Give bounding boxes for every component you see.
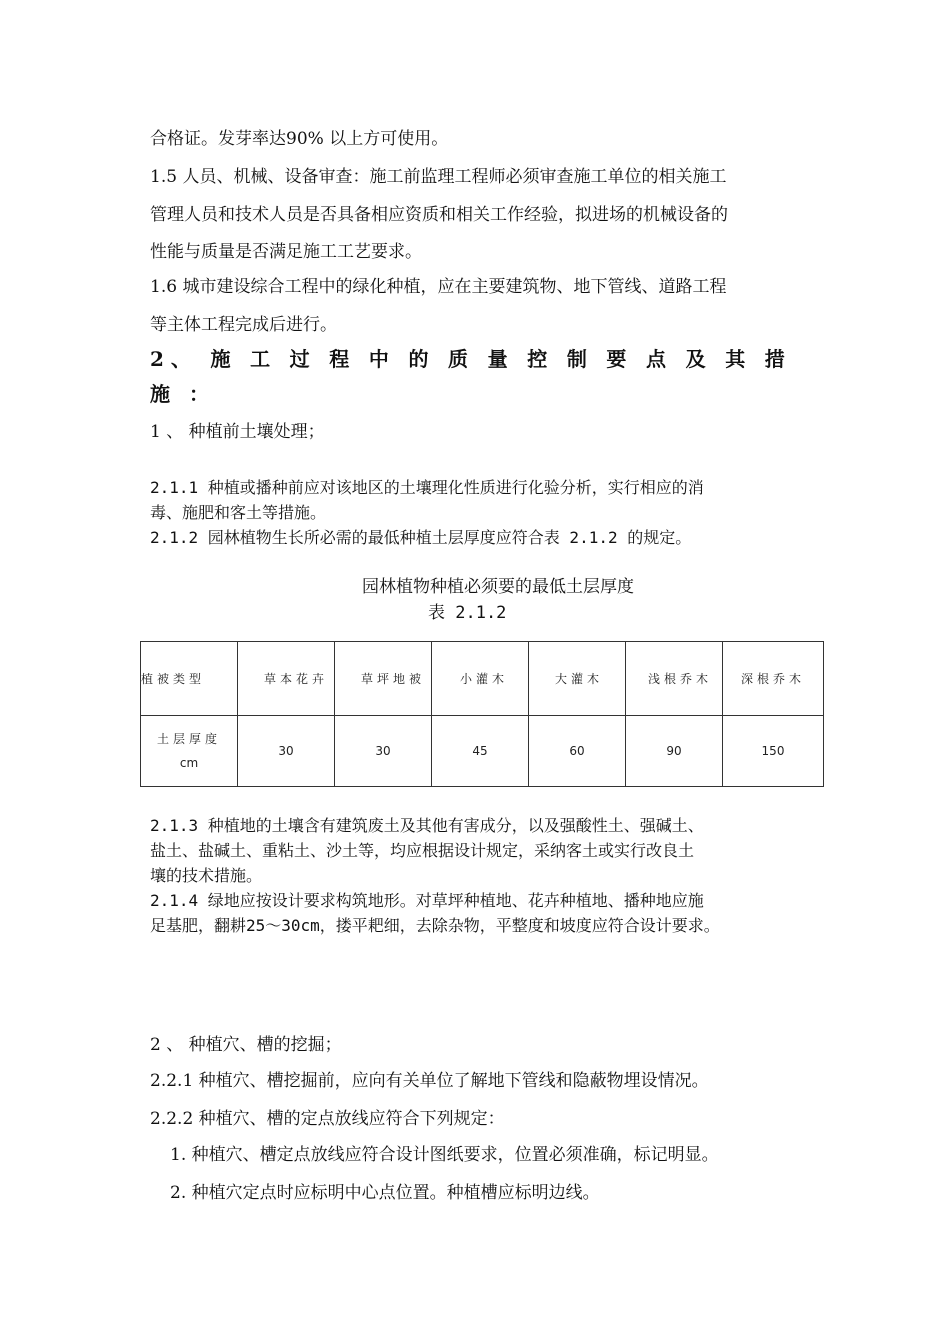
clause-line: 足基肥，翻耕25～30cm，搂平耙细，去除杂物，平整度和坡度应符合设计要求。 (150, 916, 720, 935)
table-cell: 60 (529, 716, 626, 787)
table-cell: 30 (335, 716, 432, 787)
heading-char: 其 (725, 347, 746, 371)
heading-char: 量 (487, 347, 508, 371)
clause-line: 盐土、盐碱土、重粘土、沙土等，均应根据设计规定，采纳客土或实行改良土 (150, 841, 695, 860)
clause-line: 2.1.3 种植地的土壤含有建筑废土及其他有害成分，以及强酸性土、强碱土、 (150, 816, 704, 835)
heading-char: 的 (408, 347, 429, 371)
table-header-row (141, 642, 824, 716)
heading-char: 制 (566, 347, 587, 371)
table-cell: 90 (626, 716, 723, 787)
soil-depth-table (140, 641, 824, 787)
list-item: 1. 种植穴、槽定点放线应符合设计图纸要求，位置必须准确，标记明显。 (170, 1145, 719, 1165)
table-cell: 150 (723, 716, 824, 787)
heading-char: 过 (289, 347, 310, 371)
table-header-cell: 浅根乔木 (626, 642, 723, 716)
section-heading (150, 343, 785, 372)
clause-line: 毒、施肥和客土等措施。 (150, 503, 327, 522)
clause-line: 2.1.4 绿地应按设计要求构筑地形。对草坪种植地、花卉种植地、播种地应施 (150, 891, 704, 910)
table-header-cell: 大灌木 (529, 642, 626, 716)
row-label-unit: cm (179, 756, 199, 770)
clause-line: 2.2.2 种植穴、槽的定点放线应符合下列规定： (150, 1109, 505, 1129)
heading-char: 要 (606, 347, 627, 371)
heading-char: 程 (329, 347, 350, 371)
table-header-cell: 深根乔木 (723, 642, 824, 716)
table-cell: 45 (432, 716, 529, 787)
table-caption: 园林植物种植必须要的最低土层厚度 (362, 577, 634, 597)
heading-char: 控 (527, 347, 548, 371)
paragraph-line: 管理人员和技术人员是否具备相应资质和相关工作经验，拟进场的机械设备的 (150, 205, 728, 225)
subsection-title: 1 、 种植前土壤处理； (150, 422, 325, 442)
heading-char: 点 (646, 347, 667, 371)
table-header-cell: 小灌木 (432, 642, 529, 716)
heading-char: 及 (685, 347, 706, 371)
heading-char: 施 (210, 347, 231, 371)
paragraph-line: 性能与质量是否满足施工工艺要求。 (150, 242, 422, 262)
clause-line: 2.1.2 园林植物生长所必需的最低种植土层厚度应符合表 2.1.2 的规定。 (150, 528, 692, 547)
paragraph-line: 1.5 人员、机械、设备审查：施工前监理工程师必须审查施工单位的相关施工 (150, 167, 727, 187)
section-heading-continued: 施 ： (150, 382, 215, 406)
clause-line: 壤的技术措施。 (150, 866, 263, 885)
heading-char: 工 (250, 347, 271, 371)
table-header-cell: 植被类型 (141, 642, 238, 716)
table-cell: 30 (238, 716, 335, 787)
table-header-cell: 草坪地被 (335, 642, 432, 716)
paragraph-line: 合格证。发芽率达90% 以上方可使用。 (150, 129, 449, 149)
paragraph-line: 等主体工程完成后进行。 (150, 315, 337, 335)
clause-line: 2.2.1 种植穴、槽挖掘前，应向有关单位了解地下管线和隐蔽物埋设情况。 (150, 1071, 709, 1091)
paragraph-line: 1.6 城市建设综合工程中的绿化种植，应在主要建筑物、地下管线、道路工程 (150, 277, 727, 297)
heading-char: 中 (368, 347, 389, 371)
table-row (141, 716, 824, 787)
clause-line: 2.1.1 种植或播种前应对该地区的土壤理化性质进行化验分析，实行相应的消 (150, 478, 704, 497)
list-item: 2. 种植穴定点时应标明中心点位置。种植槽应标明边线。 (170, 1183, 600, 1203)
heading-char: 措 (764, 347, 785, 371)
heading-char: 质 (448, 347, 469, 371)
subsection-title: 2 、 种植穴、槽的挖掘； (150, 1035, 342, 1055)
table-row-label (141, 716, 238, 787)
heading-char: 2 、 (150, 347, 191, 371)
table-number: 表 2.1.2 (428, 603, 507, 623)
table-header-cell: 草本花卉 (238, 642, 335, 716)
row-label-line: 土层厚度 (156, 732, 221, 746)
